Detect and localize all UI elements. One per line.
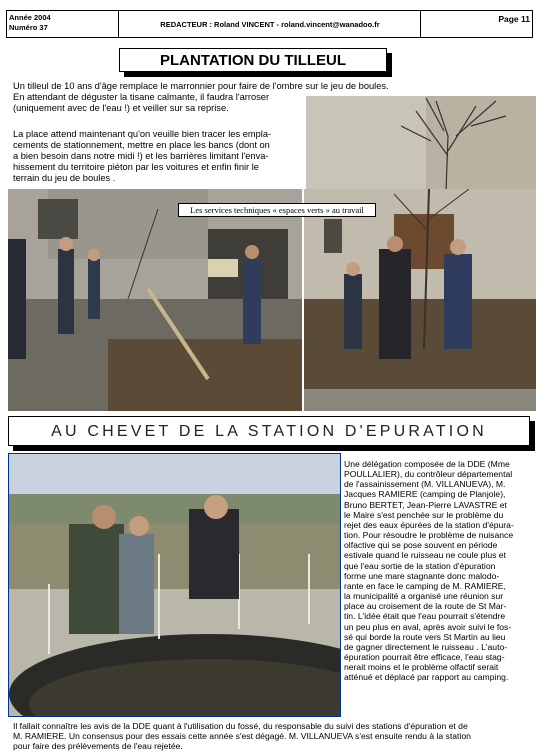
workers-photo-right-image xyxy=(304,189,536,411)
text-line: place au croisement de la route de St Mar- xyxy=(344,601,507,612)
workers-photo-left xyxy=(8,189,302,411)
text-line: POULLALIER), du contrôleur départemental xyxy=(344,469,513,480)
text-line: pour faire des prélèvements de l'eau rejetée. xyxy=(13,741,183,752)
workers-photo-right xyxy=(304,189,536,411)
text-line: hissement du territoire piéton par les voitures et enfin finir le xyxy=(13,161,259,172)
header-divider xyxy=(420,10,421,38)
text-line: sé qui borde la route vers St Martin au lieu xyxy=(344,631,506,642)
text-line: olfactive qui se pose souvent en période xyxy=(344,540,498,551)
article-title: AU CHEVET DE LA STATION D'EPURATION xyxy=(8,416,530,446)
text-line: le Maire s'est penchée sur le problème du xyxy=(344,509,504,520)
tilleul-photo xyxy=(306,96,536,192)
text-line: Une délégation composée de la DDE (Mme xyxy=(344,459,510,469)
text-line: cements de stationnement, mettre en place les bancs (dont on xyxy=(13,139,270,150)
article-column xyxy=(344,459,536,682)
text-line: Bruno BERTET, Jean-Pierre LAVASTRE et xyxy=(344,499,507,510)
text-line: que l'eau sortie de la station d'épuration xyxy=(344,560,496,571)
page-number: Page 11 xyxy=(498,14,530,24)
text-line: (uniquement avec de l'eau !) et veiller sur sa reprise. xyxy=(13,102,229,113)
station-photo xyxy=(8,453,341,717)
text-line: La place attend maintenant qu'on veuille bien tracer les empla- xyxy=(13,129,272,139)
article-paragraph xyxy=(13,129,313,184)
text-line: un peu plus en aval, après avoir suivi le fos- xyxy=(344,621,512,632)
text-line: atténué et déplacé par rapport au camping. xyxy=(344,672,509,683)
header-divider xyxy=(118,10,119,38)
issue-number: Numéro 37 xyxy=(9,23,48,32)
text-line: Un tilleul de 10 ans d'âge remplace le marronnier pour faire de l'ombre sur le jeu de boules. xyxy=(13,81,389,91)
text-line: a bien besoin dans notre midi !) et les barrières limitant l'enva- xyxy=(13,150,269,161)
text-line: épuration pourrait être efficace, l'eau stag- xyxy=(344,651,505,662)
text-line: tin. L'idée était que l'eau pourrait s'étendre xyxy=(344,611,506,622)
issue-info xyxy=(9,13,51,33)
text-line: tion. Pour résoudre le problème de nuisance xyxy=(344,530,514,541)
text-line: Jacques RAMIERE (camping de Planjole), xyxy=(344,489,506,500)
article-conclusion xyxy=(13,721,533,752)
text-line: terrain du jeu de boules . xyxy=(13,172,116,183)
photo-caption: Les services techniques « espaces verts » au travail xyxy=(178,203,376,217)
issue-date: Année 2004 xyxy=(9,13,51,22)
text-line: rante en face le camping de M. RAMIERE, xyxy=(344,580,506,591)
text-line: En attendant de déguster la tisane calmante, il faudra l'arroser xyxy=(13,91,270,102)
text-line: nerait moins et le problème olfactif serait xyxy=(344,662,499,673)
text-line: forme une mare stagnante donc malodo- xyxy=(344,570,500,581)
station-photo-image xyxy=(9,454,340,716)
text-line: de gagner directement le ruisseau . L'auto- xyxy=(344,641,508,652)
text-line: M. RAMIERE. Un consensus pour des essais cette année s'est dégagé. M. VILLANUEVA s'est ensuite rendu à la station xyxy=(13,731,471,742)
editor-credit: REDACTEUR : Roland VINCENT - roland.vincent@wanadoo.fr xyxy=(160,20,380,29)
text-line: la municipalité a organisé une réunion sur xyxy=(344,591,504,602)
text-line: Il fallait connaître les avis de la DDE quant à l'utilisation du fossé, du responsable du suivi des stations d'épuration et de xyxy=(13,721,468,731)
text-line: estivale quand le ruisseau ne coule plus et xyxy=(344,550,506,561)
text-line: de l'assainissement (M. VILLANUEVA), M. xyxy=(344,479,506,490)
tilleul-photo-image xyxy=(306,96,536,192)
workers-photo-left-image xyxy=(8,189,302,411)
text-line: rejet des eaux épurées de la station d'épura- xyxy=(344,519,514,530)
article-title: PLANTATION DU TILLEUL xyxy=(119,48,387,72)
